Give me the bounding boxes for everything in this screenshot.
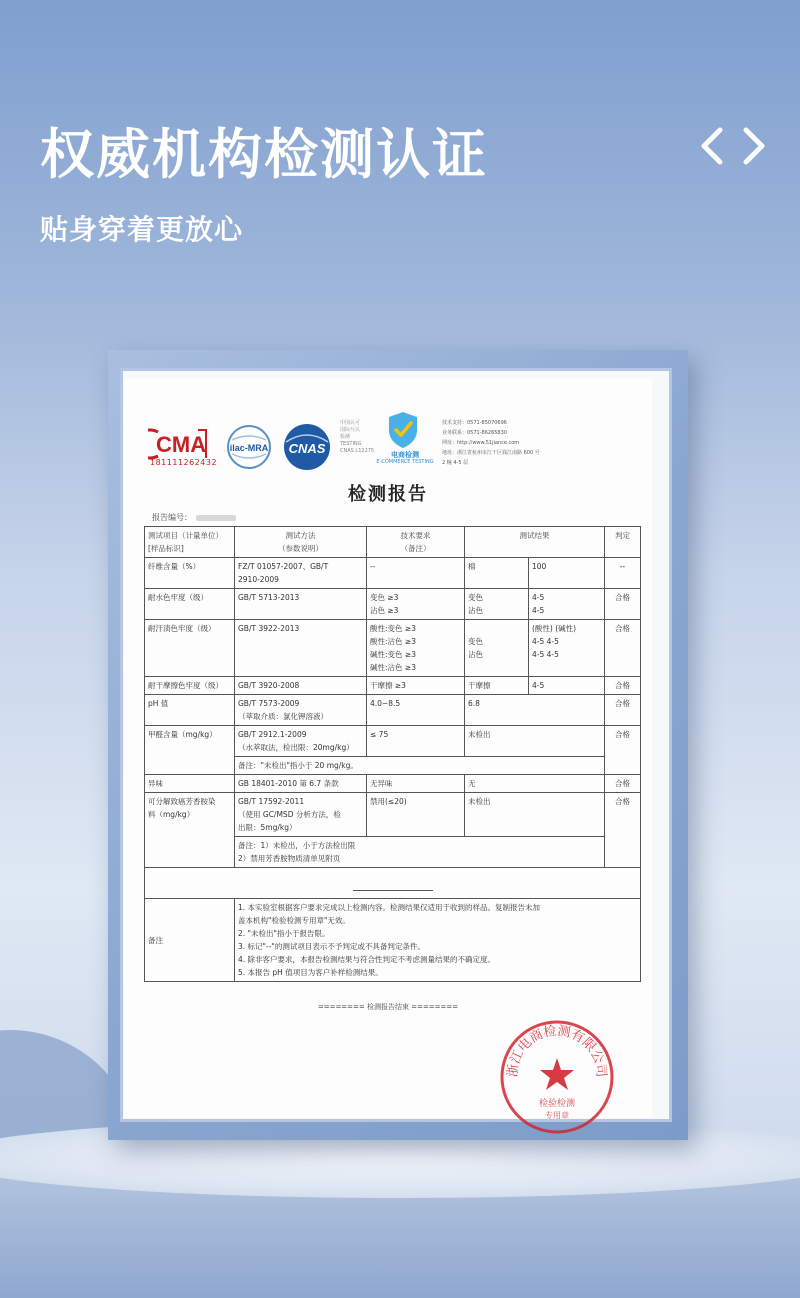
cell-judge: 合格 — [605, 589, 641, 620]
accreditation-notes: 中国认可 国际互认 检测 TESTING CNAS L12275 — [340, 420, 375, 454]
ilac-mra-logo — [226, 424, 272, 470]
report-end-marker: ======== 检测报告结束 ======== — [317, 1003, 459, 1011]
table-row — [145, 677, 641, 695]
chevron-right-icon[interactable] — [740, 124, 768, 168]
cell-result-value: 无 — [465, 775, 605, 793]
cell-method: GB/T 5713-2013 — [235, 589, 367, 620]
cell-method: GB/T 17592-2011 （使用 GC/MSD 分析方法，检 出限：5mg/kg） — [235, 793, 367, 837]
report-title: 检测报告 — [348, 484, 428, 505]
cell-requirement: 酸性:变色 ≥3 酸性:沾色 ≥3 碱性:变色 ≥3 碱性:沾色 ≥3 — [367, 620, 465, 677]
cell-result-value: 4-5 4-5 — [529, 589, 605, 620]
cell-method: GB/T 2912.1-2009 （水萃取法，检出限：20mg/kg） — [235, 726, 367, 757]
cell-result-value: 未检出 — [465, 793, 605, 837]
divider — [353, 890, 433, 891]
cell-method: GB/T 3920-2008 — [235, 677, 367, 695]
cell-item: 甲醛含量（mg/kg） — [145, 726, 235, 775]
cell-item: 耐汗渍色牢度（级） — [145, 620, 235, 677]
cell-result-label: 干摩擦 — [465, 677, 529, 695]
cell-item: 可分解致癌芳香胺染 料（mg/kg） — [145, 793, 235, 868]
cell-requirement: -- — [367, 558, 465, 589]
cell-method: FZ/T 01057-2007、GB/T 2910-2009 — [235, 558, 367, 589]
test-report — [124, 378, 652, 1118]
cell-result-value: 6.8 — [465, 695, 605, 726]
table-row — [145, 726, 641, 757]
svg-text:专用章: 专用章 — [545, 1111, 569, 1120]
cell-judge: 合格 — [605, 726, 641, 775]
cell-requirement: 禁用(≤20) — [367, 793, 465, 837]
cell-judge: 合格 — [605, 677, 641, 695]
remarks-row — [145, 899, 641, 982]
amine-note: 备注：1）未检出，小于方法检出限 2）禁用芳香胺物质清单见附页 — [235, 837, 605, 868]
svg-text:CNAS: CNAS — [288, 441, 326, 456]
carousel-nav — [698, 124, 768, 168]
results-table — [144, 526, 641, 982]
cell-item: 纤维含量（%） — [145, 558, 235, 589]
chevron-left-icon[interactable] — [698, 124, 726, 168]
cell-item: 耐干摩擦色牢度（级） — [145, 677, 235, 695]
table-row — [145, 620, 641, 677]
blank-row — [145, 868, 641, 899]
cell-method: GB 18401-2010 第 6.7 条款 — [235, 775, 367, 793]
cma-number: 181111262432 — [150, 458, 218, 467]
cell-requirement: ≤ 75 — [367, 726, 465, 757]
cell-item: 异味 — [145, 775, 235, 793]
company-seal — [498, 1018, 616, 1136]
table-row — [145, 558, 641, 589]
svg-text:浙江电商检测有限公司: 浙江电商检测有限公司 — [505, 1023, 609, 1078]
cell-judge: 合格 — [605, 793, 641, 868]
ecommerce-testing-label: 电商检测 E-COMMERCE TESTING — [376, 451, 434, 465]
cell-method: GB/T 3922-2013 — [235, 620, 367, 677]
cell-result-label: 棉 — [465, 558, 529, 589]
cell-requirement: 干摩擦 ≥3 — [367, 677, 465, 695]
cell-requirement: 无异味 — [367, 775, 465, 793]
report-number-redacted — [196, 515, 236, 521]
formaldehyde-note: 备注："未检出"指小于 20 mg/kg。 — [235, 757, 605, 775]
cell-judge: 合格 — [605, 775, 641, 793]
cell-judge: -- — [605, 558, 641, 589]
col-header-item: 测试项目（计量单位） [样品标识] — [145, 527, 235, 558]
cell-result-value: 4-5 — [529, 677, 605, 695]
cell-item: 耐水色牢度（级） — [145, 589, 235, 620]
cell-method: GB/T 7573-2009 （萃取介质：氯化钾溶液） — [235, 695, 367, 726]
col-header-requirement: 技术要求 （备注） — [367, 527, 465, 558]
remarks-label: 备注 — [145, 899, 235, 982]
cell-result-label: 变色 沾色 — [465, 589, 529, 620]
table-row — [145, 775, 641, 793]
table-divider-row — [145, 868, 641, 899]
remarks-text: 1. 本实验室根据客户要求完成以上检测内容。检测结果仅适用于收到的样品。复制报告未加 盖本机构"检验检测专用章"无效。 2. "未检出"指小于报告限。 3. 标记"--"的测试项目表示不予判定或不具备判定条件。 4. 除非客户要求，本报告检测结果与符合性判定不考虑测量结果的不确定度。 5. 本报告 pH 值项目为客户补样检测结果。 — [235, 899, 641, 982]
page-subtitle: 贴身穿着更放心 — [40, 213, 244, 246]
cell-result-label: 变色 沾色 — [465, 620, 529, 677]
svg-text:CMA: CMA — [156, 432, 207, 457]
lab-contact-info: 技术支持：0571-85070696 业务联系：0571-86265830 网址：http://www.51jiance.com 地址：浙江省杭州市江干区钱江南路 600 号 2 幢 4-5 层 — [442, 420, 540, 466]
report-number: 报告编号： — [152, 512, 236, 523]
svg-text:ilac-MRA: ilac-MRA — [229, 443, 269, 453]
table-row — [145, 695, 641, 726]
cell-judge: 合格 — [605, 620, 641, 677]
cell-result-value: (酸性) (碱性) 4-5 4-5 4-5 4-5 — [529, 620, 605, 677]
cell-judge: 合格 — [605, 695, 641, 726]
col-header-judge: 判定 — [605, 527, 641, 558]
cell-item: pH 值 — [145, 695, 235, 726]
cell-requirement: 变色 ≥3 沾色 ≥3 — [367, 589, 465, 620]
table-row — [145, 793, 641, 837]
cell-result-value: 100 — [529, 558, 605, 589]
table-header-row — [145, 527, 641, 558]
page-title: 权威机构检测认证 — [40, 123, 488, 186]
shield-check-icon — [386, 410, 420, 450]
cell-result-value: 未检出 — [465, 726, 605, 757]
col-header-result: 测试结果 — [465, 527, 605, 558]
col-header-method: 测试方法 （参数说明） — [235, 527, 367, 558]
cnas-logo — [278, 422, 336, 472]
svg-text:检验检测: 检验检测 — [538, 1099, 576, 1109]
cell-requirement: 4.0~8.5 — [367, 695, 465, 726]
table-row — [145, 589, 641, 620]
